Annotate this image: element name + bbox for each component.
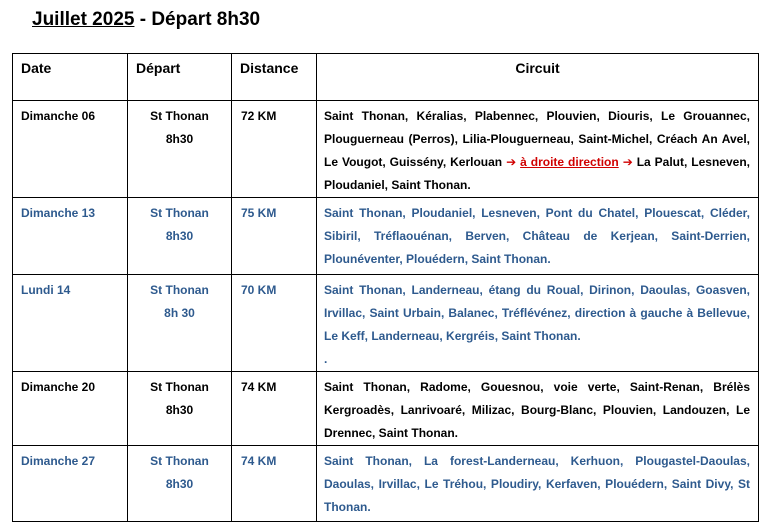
row-circuit: Saint Thonan, Radome, Gouesnou, voie verte, Saint-Renan, Brélès Kergroadès, Lanrivoaré, Milizac, Bourg-Blanc, Plouvien, Landouzen, Le Drennec, Saint Thonan. [317,372,759,446]
header-date: Date [13,54,128,101]
row-date: Dimanche 27 [13,446,128,522]
header-row [13,54,759,101]
row-circuit: Saint Thonan, La forest-Landerneau, Kerhuon, Plougastel-Daoulas, Daoulas, Irvillac, Le Tréhou, Ploudiry, Kerfaven, Plouédern, Saint Divy, St Thonan. [317,446,759,522]
row-depart [128,446,232,522]
depart-time: 8h30 [165,403,194,417]
row-distance: 70 KM [232,275,317,372]
depart-place: St Thonan [150,206,209,220]
arrow-right-icon: ➔ [506,155,517,169]
depart-place: St Thonan [150,454,209,468]
table-row [13,446,759,522]
row-depart [128,372,232,446]
row-date: Dimanche 20 [13,372,128,446]
page-title [32,9,260,31]
table-row [13,198,759,275]
table-row [13,101,759,198]
title-depart: - Départ 8h30 [134,9,261,30]
row-distance: 75 KM [232,198,317,275]
depart-place: St Thonan [150,109,209,123]
schedule-table [12,53,759,522]
table-row [13,372,759,446]
row-depart [128,101,232,198]
depart-time: 8h 30 [164,306,195,320]
row-circuit: Saint Thonan, Ploudaniel, Lesneven, Pont du Chatel, Plouescat, Cléder, Sibiril, Tréflaouénan, Berven, Château de Kerjean, Saint-Derrien, Plounéventer, Plouédern, Saint Thonan. [317,198,759,275]
header-depart: Départ [128,54,232,101]
arrow-right-icon: ➔ [622,155,633,169]
circuit-extra: . [324,352,328,366]
row-date: Dimanche 13 [13,198,128,275]
header-distance: Distance [232,54,317,101]
row-depart [128,198,232,275]
row-circuit [317,275,759,372]
circuit-text: Saint Thonan, Landerneau, étang du Roual, Dirinon, Daoulas, Goasven, Irvillac, Saint Urbain, Balanec, Tréflévénez, direction à gauche à Bellevue, Le Keff, Landerneau, Kergréis, Saint Thonan. [324,283,750,343]
row-distance: 74 KM [232,372,317,446]
circuit-text: Saint Thonan, Kéralias, Plabennec, Plouvien, Diouris, Le Grouannec, Plouguerneau (Perros), Lilia-Plouguerneau, Saint-Michel, Créach An Avel, Le Vougot, Guissény, Kerlouan [324,109,750,169]
depart-time: 8h30 [165,229,194,243]
depart-time: 8h30 [165,132,194,146]
row-date: Lundi 14 [13,275,128,372]
header-circuit: Circuit [317,54,759,101]
row-date: Dimanche 06 [13,101,128,198]
depart-place: St Thonan [150,283,209,297]
row-distance: 74 KM [232,446,317,522]
depart-time: 8h30 [165,477,194,491]
circuit-direction-note: à droite direction [520,155,619,169]
row-circuit [317,101,759,198]
table-row [13,275,759,372]
circuit-text: La Palut, Lesneven, Ploudaniel, Saint Thonan. [324,155,750,192]
depart-place: St Thonan [150,380,209,394]
title-month: Juillet 2025 [32,9,135,30]
row-depart [128,275,232,372]
row-distance: 72 KM [232,101,317,198]
